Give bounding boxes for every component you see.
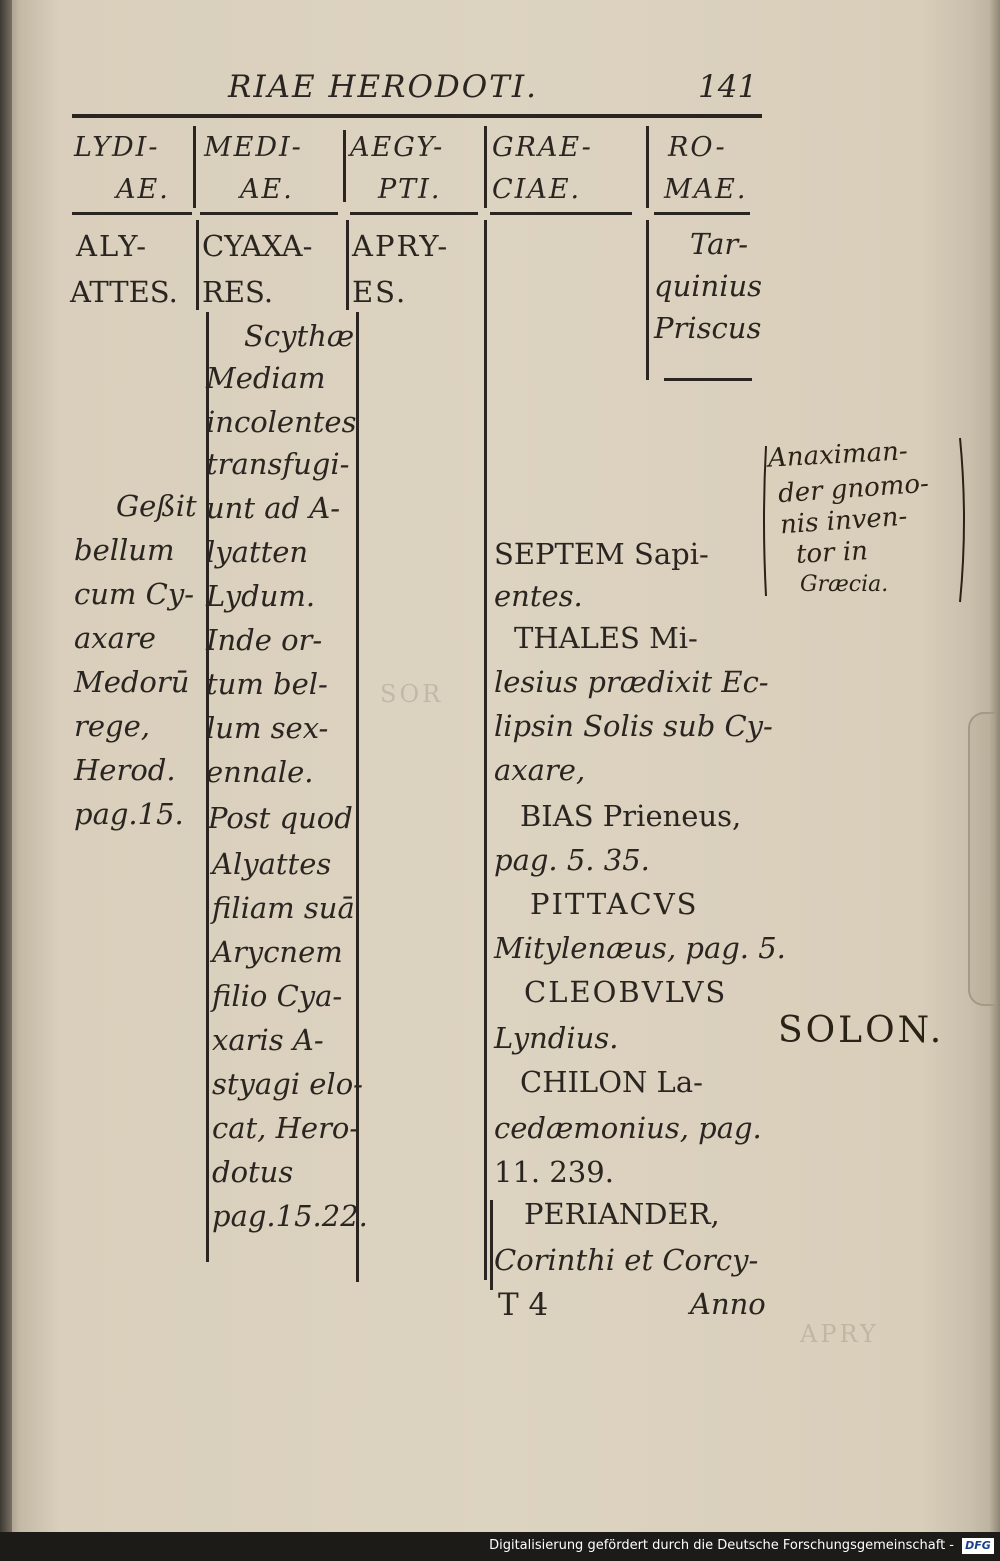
graeciae-entry: Mitylenæus, pag. 5. <box>494 931 786 965</box>
dfg-logo: DFG <box>962 1538 994 1554</box>
column-rule <box>346 220 349 310</box>
mediae-entry: Arycnem <box>212 935 343 969</box>
marginal-note: tor in <box>795 536 869 570</box>
lydiae-entry: rege, <box>74 709 150 743</box>
mediae-entry: styagi elo- <box>212 1067 363 1101</box>
graeciae-entry: cedæmonius, pag. <box>494 1111 762 1145</box>
graeciae-entry: SEPTEM Sapi- <box>494 537 709 571</box>
mediae-entry: dotus <box>212 1155 294 1189</box>
graeciae-entry: PERIANDER, <box>524 1197 720 1231</box>
graeciae-entry: lesius prædixit Ec- <box>494 665 769 699</box>
header-lydiae: AE. <box>116 174 170 205</box>
column-rule <box>484 126 487 208</box>
column-rule <box>646 126 649 208</box>
graeciae-entry: lipsin Solis sub Cy- <box>494 709 773 743</box>
header-rule <box>654 212 750 215</box>
lydiae-entry: ATTES. <box>70 275 178 309</box>
mediae-entry: Lydum. <box>206 579 316 613</box>
header-rule <box>200 212 338 215</box>
marginal-note: Græcia. <box>800 572 889 597</box>
header-rule <box>350 212 478 215</box>
mediae-entry: filio Cya- <box>212 979 343 1013</box>
mediae-entry: cat, Hero- <box>212 1111 360 1145</box>
mediae-entry: pag.15.22. <box>212 1199 368 1233</box>
signature-mark: T 4 <box>498 1287 549 1323</box>
running-head-title: RIAE HERODOTI. <box>228 69 538 105</box>
graeciae-entry: axare, <box>494 753 586 787</box>
graeciae-entry: Lyndius. <box>494 1021 619 1055</box>
mediae-entry: ennale. <box>206 755 314 789</box>
mediae-entry: Scythæ <box>244 319 355 353</box>
credit-text: Digitalisierung gefördert durch die Deutsche Forschungsgemeinschaft - <box>489 1538 954 1553</box>
graeciae-entry: pag. 5. 35. <box>494 843 650 877</box>
mediae-entry: transfugi- <box>206 447 350 481</box>
header-romae: RO- <box>668 132 727 163</box>
lydiae-entry: ALY- <box>76 229 149 263</box>
header-aegypti: AEGY- <box>350 132 445 163</box>
column-rule <box>484 220 487 1280</box>
page-number: 141 <box>698 69 758 105</box>
lydiae-entry: Medorū <box>74 665 190 699</box>
mediae-entry: Inde or- <box>206 623 323 657</box>
header-rule <box>490 212 632 215</box>
column-rule <box>196 220 199 310</box>
header-graeciae: CIAE. <box>492 174 582 205</box>
head-rule <box>72 114 762 118</box>
lydiae-entry: bellum <box>74 533 175 567</box>
mediae-entry: Post quod <box>208 801 353 835</box>
marginal-note: Anaximan- <box>767 436 909 474</box>
graeciae-entry: entes. <box>494 579 583 613</box>
lydiae-entry: Geßit <box>116 489 197 523</box>
mediae-entry: tum bel- <box>206 667 328 701</box>
column-rule <box>490 1200 493 1290</box>
aegypti-entry: ES. <box>352 275 408 309</box>
graeciae-entry: Corinthi et Corcy- <box>494 1243 759 1277</box>
graeciae-entry: 11. 239. <box>494 1155 614 1189</box>
show-through: APRY <box>800 1320 879 1348</box>
mediae-entry: lum sex- <box>206 711 329 745</box>
column-rule <box>646 220 649 380</box>
mediae-entry: RES. <box>202 275 274 309</box>
header-mediae: MEDI- <box>204 132 303 163</box>
mediae-entry: lyatten <box>206 535 309 569</box>
book-spine <box>0 0 12 1532</box>
marginal-bracket <box>946 432 976 608</box>
mediae-entry: filiam suā <box>212 891 355 925</box>
lydiae-entry: axare <box>74 621 156 655</box>
header-mediae: AE. <box>240 174 294 205</box>
end-rule <box>664 378 752 381</box>
header-lydiae: LYDI- <box>74 132 160 163</box>
header-graeciae: GRAE- <box>492 132 593 163</box>
catchword: Anno <box>690 1287 766 1321</box>
graeciae-entry: CHILON La- <box>520 1065 703 1099</box>
graeciae-entry: THALES Mi- <box>514 621 698 655</box>
graeciae-entry: BIAS Prieneus, <box>520 799 742 833</box>
lydiae-entry: cum Cy- <box>74 577 195 611</box>
romae-entry: Tar- <box>690 227 749 261</box>
column-rule <box>343 130 346 202</box>
mediae-entry: xaris A- <box>212 1023 324 1057</box>
column-rule <box>193 126 196 208</box>
header-aegypti: PTI. <box>378 174 442 205</box>
mediae-entry: Mediam <box>206 361 326 395</box>
graeciae-entry: PITTACVS <box>530 887 699 921</box>
marginal-note: nis inven- <box>779 501 909 541</box>
aegypti-entry: APRY- <box>352 229 450 263</box>
lydiae-entry: Herod. <box>74 753 176 787</box>
marginal-note: der gnomo- <box>777 468 930 510</box>
header-rule <box>72 212 192 215</box>
graeciae-entry: CLEOBVLVS <box>524 975 728 1009</box>
bookmark-tab <box>968 712 996 1006</box>
romae-entry: quinius <box>654 269 763 303</box>
mediae-entry: CYAXA- <box>202 229 313 263</box>
mediae-entry: incolentes <box>206 405 357 439</box>
mediae-entry: Alyattes <box>212 847 332 881</box>
header-romae: MAE. <box>664 174 748 205</box>
romae-entry: Priscus <box>654 311 762 345</box>
lydiae-entry: pag.15. <box>74 797 184 831</box>
marginal-note-solon: SOLON. <box>778 1010 945 1051</box>
mediae-entry: unt ad A- <box>206 491 341 525</box>
show-through: SOR <box>380 680 444 708</box>
